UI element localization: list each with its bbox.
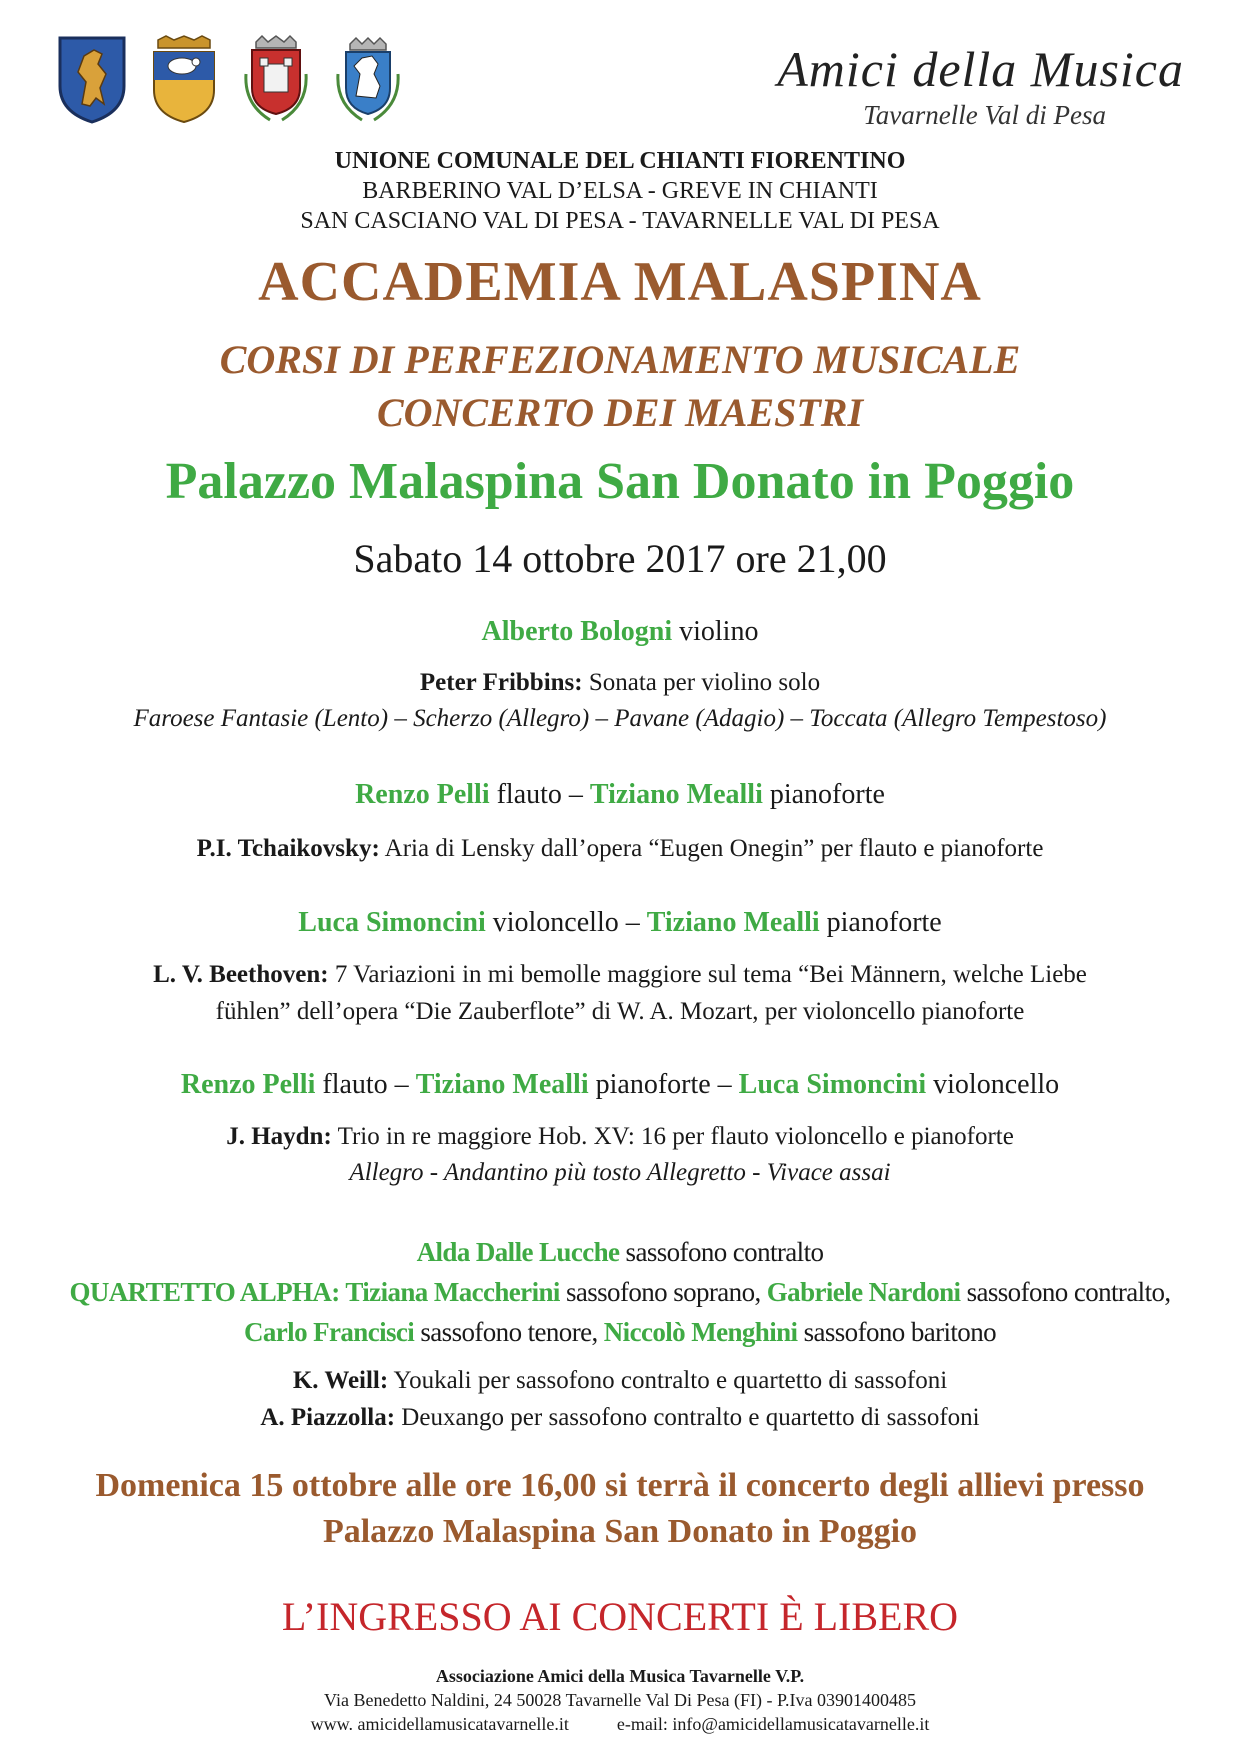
union-name: UNIONE COMUNALE DEL CHIANTI FIORENTINO <box>334 148 906 174</box>
courses-line: CORSI DI PERFEZIONAMENTO MUSICALE <box>219 337 1021 382</box>
performer-name: Renzo Pelli <box>355 779 490 810</box>
performer-name: Luca Simoncini <box>298 907 486 938</box>
sunday-line-2: Palazzo Malaspina San Donato in Poggio <box>322 1513 918 1550</box>
performer-name: Luca Simoncini <box>738 1069 927 1100</box>
venue-title: Palazzo Malaspina San Donato in Poggio <box>165 453 1075 510</box>
performer-instrument: flauto – <box>315 1069 416 1100</box>
performer-instrument: sassofono contralto, <box>960 1277 1171 1307</box>
composer: P.I. Tchaikovsky: <box>196 835 380 862</box>
performer-instrument: pianoforte – <box>588 1069 739 1100</box>
sunday-notice <box>0 1463 1240 1555</box>
performers-4 <box>0 1069 1240 1101</box>
composer: Peter Fribbins: <box>419 669 583 696</box>
performer-name: Carlo Francisci <box>244 1317 415 1347</box>
performer-instrument: pianoforte <box>762 779 885 810</box>
movements-1: Faroese Fantasie (Lento) – Scherzo (Allegro) – Pavane (Adagio) – Toccata (Allegro Tempestoso) <box>133 705 1107 732</box>
performer-name: Tiziano Mealli <box>415 1069 589 1100</box>
performers-1 <box>0 616 1240 648</box>
brand-subtitle: Tavarnelle Val di Pesa <box>863 100 1106 130</box>
barberino-crest-icon <box>56 34 128 124</box>
work-title: Sonata per violino solo <box>582 669 821 696</box>
performer-instrument: sassofono contralto <box>619 1237 824 1267</box>
performers-5 <box>0 1232 1240 1352</box>
performers-3 <box>0 907 1240 939</box>
tavarnelle-crest-icon <box>332 34 404 124</box>
towns-line-1: BARBERINO VAL D’ELSA - GREVE IN CHIANTI <box>362 178 878 204</box>
quartet-name: QUARTETTO ALPHA: <box>69 1277 346 1307</box>
work-title-line-1: 7 Variazioni in mi bemolle maggiore sul tema “Bei Männern, welche Liebe <box>328 961 1087 988</box>
movements-4: Allegro - Andantino più tosto Allegretto - Vivace assai <box>349 1159 891 1186</box>
work-title: Youkali per sassofono contralto e quartetto di sassofoni <box>388 1367 948 1394</box>
brand-block <box>664 40 1184 131</box>
work-title-line-2: fühlen” dell’opera “Die Zauberflote” di W. A. Mozart, per violoncello pianoforte <box>215 998 1025 1025</box>
performer-name: Renzo Pelli <box>180 1069 316 1100</box>
composer: L. V. Beethoven: <box>153 961 329 988</box>
performer-instrument: pianoforte <box>819 907 942 938</box>
performer-instrument: sassofono baritono <box>797 1317 996 1347</box>
association-name: Associazione Amici della Musica Tavarnelle V.P. <box>435 1666 805 1686</box>
performer-instrument: sassofono soprano, <box>559 1277 767 1307</box>
composer: A. Piazzolla: <box>260 1404 396 1431</box>
performer-name: Alberto Bologni <box>481 616 673 647</box>
piece-5 <box>0 1362 1240 1436</box>
performer-instrument: violoncello <box>926 1069 1060 1100</box>
email-link[interactable]: e-mail: info@amicidellamusicatavarnelle.it <box>616 1714 930 1734</box>
piece-1 <box>0 664 1240 701</box>
greve-crest-icon <box>148 34 220 124</box>
composer: J. Haydn: <box>226 1123 332 1150</box>
academy-title: ACCADEMIA MALASPINA <box>258 251 982 313</box>
piece-3 <box>0 956 1240 1030</box>
composer: K. Weill: <box>292 1367 389 1394</box>
piece-2 <box>0 830 1240 867</box>
courses-title <box>0 333 1240 439</box>
performer-instrument: violoncello – <box>485 907 647 938</box>
piece-4 <box>0 1118 1240 1155</box>
performer-instrument: flauto – <box>489 779 590 810</box>
sunday-line-1: Domenica 15 ottobre alle ore 16,00 si terrà il concerto degli allievi presso <box>95 1467 1145 1504</box>
association-address: Via Benedetto Naldini, 24 50028 Tavarnelle Val Di Pesa (FI) - P.Iva 03901400485 <box>324 1690 916 1710</box>
performer-name: Gabriele Nardoni <box>766 1277 961 1307</box>
performer-name: Tiziana Maccherini <box>345 1277 560 1307</box>
municipal-crests <box>56 34 404 124</box>
performer-name: Tiziano Mealli <box>646 907 820 938</box>
free-entry-notice: L’INGRESSO AI CONCERTI È LIBERO <box>281 1594 959 1639</box>
towns-line-2: SAN CASCIANO VAL DI PESA - TAVARNELLE VAL DI PESA <box>300 208 940 234</box>
performer-name: Alda Dalle Lucche <box>416 1237 620 1267</box>
work-title: Deuxango per sassofono contralto e quartetto di sassofoni <box>395 1404 980 1431</box>
brand-name: Amici della Musica <box>777 41 1184 97</box>
san-casciano-crest-icon <box>240 34 312 124</box>
event-date: Sabato 14 ottobre 2017 ore 21,00 <box>353 536 887 581</box>
performers-2 <box>0 779 1240 811</box>
concert-line: CONCERTO DEI MAESTRI <box>376 390 864 435</box>
work-title: Trio in re maggiore Hob. XV: 16 per flauto violoncello e pianoforte <box>331 1123 1014 1150</box>
performer-name: Niccolò Menghini <box>603 1317 798 1347</box>
work-title: Aria di Lensky dall’opera “Eugen Onegin” per flauto e pianoforte <box>379 835 1044 862</box>
performer-instrument: sassofono tenore, <box>414 1317 604 1347</box>
performer-name: Tiziano Mealli <box>589 779 763 810</box>
footer <box>0 1664 1240 1736</box>
union-header <box>0 146 1240 236</box>
website-link[interactable]: www. amicidellamusicatavarnelle.it <box>310 1714 569 1734</box>
performer-instrument: violino <box>672 616 759 647</box>
